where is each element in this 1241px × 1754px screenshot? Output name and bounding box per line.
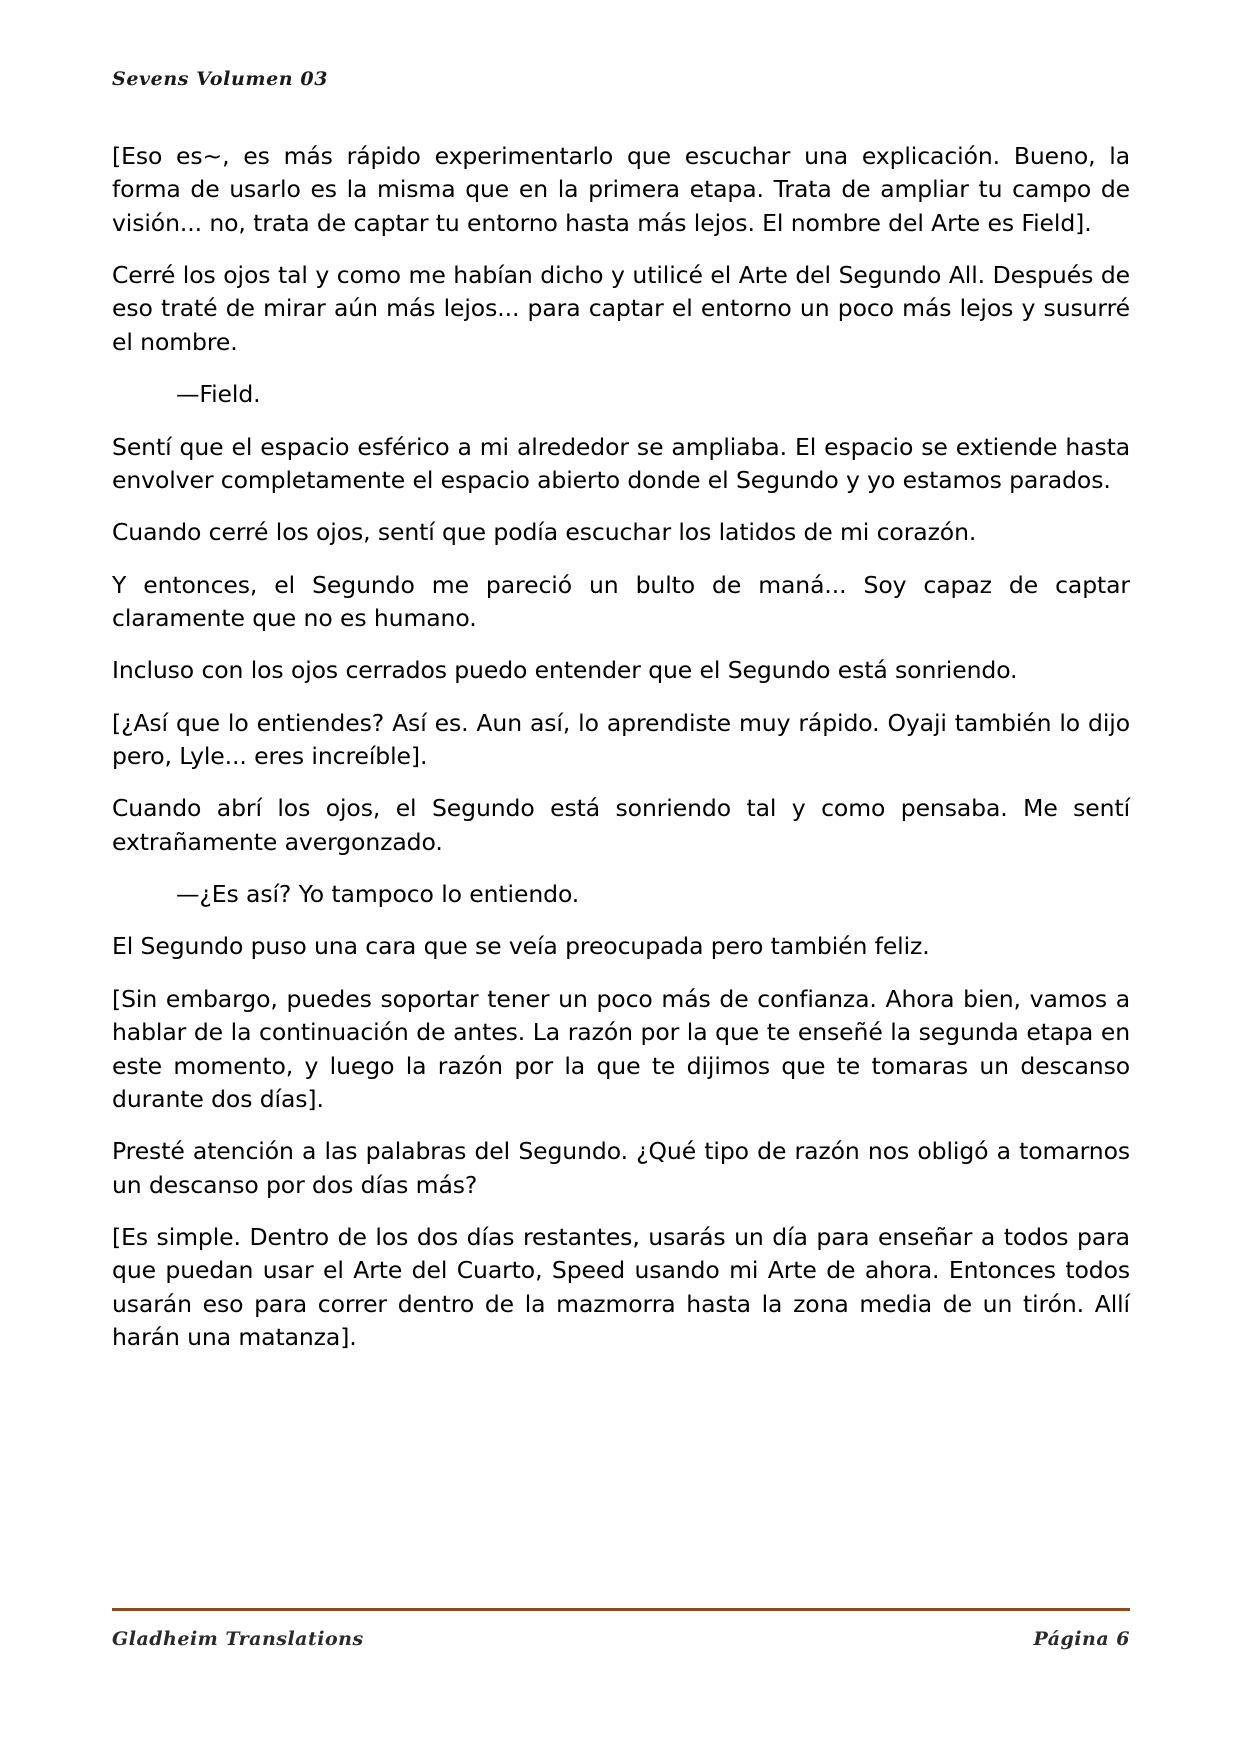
footer-page-number: Página 6 bbox=[1033, 1628, 1130, 1650]
paragraph: [¿Así que lo entiendes? Así es. Aun así, lo aprendiste muy rápido. Oyaji también lo dijo pero, Lyle... eres increíble]. bbox=[112, 708, 1130, 771]
footer-translator-credit: Gladheim Translations bbox=[112, 1628, 364, 1650]
paragraph-dialogue: —¿Es así? Yo tampoco lo entiendo. bbox=[176, 880, 580, 909]
paragraph: El Segundo puso una cara que se veía preocupada pero también feliz. bbox=[112, 932, 930, 961]
footer-divider bbox=[112, 1608, 1130, 1611]
paragraph: Cerré los ojos tal y como me habían dicho y utilicé el Arte del Segundo All. Después de eso traté de mirar aún más lejos... para captar el entorno un poco más lejos y susurré el nombre. bbox=[112, 261, 1130, 356]
page-header: Sevens Volumen 03 bbox=[112, 68, 329, 90]
paragraph: [Eso es~, es más rápido experimentarlo que escuchar una explicación. Bueno, la forma de usarlo es la misma que en la primera etapa. Trata de ampliar tu campo de visión... no, trata de captar tu entorno hasta más lejos. El nombre del Arte es Field]. bbox=[112, 142, 1130, 237]
paragraph: Y entonces, el Segundo me pareció un bulto de maná... Soy capaz de captar claramente que no es humano. bbox=[112, 570, 1130, 632]
paragraph-dialogue: —Field. bbox=[176, 380, 261, 409]
paragraph: Presté atención a las palabras del Segundo. ¿Qué tipo de razón nos obligó a tomarnos un descanso por dos días más? bbox=[112, 1137, 1130, 1199]
paragraph: Incluso con los ojos cerrados puedo entender que el Segundo está sonriendo. bbox=[112, 656, 1018, 685]
paragraph: Cuando abrí los ojos, el Segundo está sonriendo tal y como pensaba. Me sentí extrañamente avergonzado. bbox=[112, 794, 1130, 856]
document-body bbox=[112, 140, 1130, 1373]
paragraph: Sentí que el espacio esférico a mi alrededor se ampliaba. El espacio se extiende hasta envolver completamente el espacio abierto donde el Segundo y yo estamos parados. bbox=[112, 432, 1130, 494]
paragraph: Cuando cerré los ojos, sentí que podía escuchar los latidos de mi corazón. bbox=[112, 518, 977, 547]
page-footer bbox=[112, 1628, 1130, 1650]
paragraph: [Es simple. Dentro de los dos días restantes, usarás un día para enseñar a todos para que puedan usar el Arte del Cuarto, Speed usando mi Arte de ahora. Entonces todos usarán eso para correr dentro de la mazmorra hasta la zona media de un tirón. Allí harán una matanza]. bbox=[112, 1222, 1130, 1352]
paragraph: [Sin embargo, puedes soportar tener un poco más de confianza. Ahora bien, vamos a hablar de la continuación de antes. La razón por la que te enseñé la segunda etapa en este momento, y luego la razón por la que te dijimos que te tomaras un descanso durante dos días]. bbox=[112, 984, 1130, 1113]
